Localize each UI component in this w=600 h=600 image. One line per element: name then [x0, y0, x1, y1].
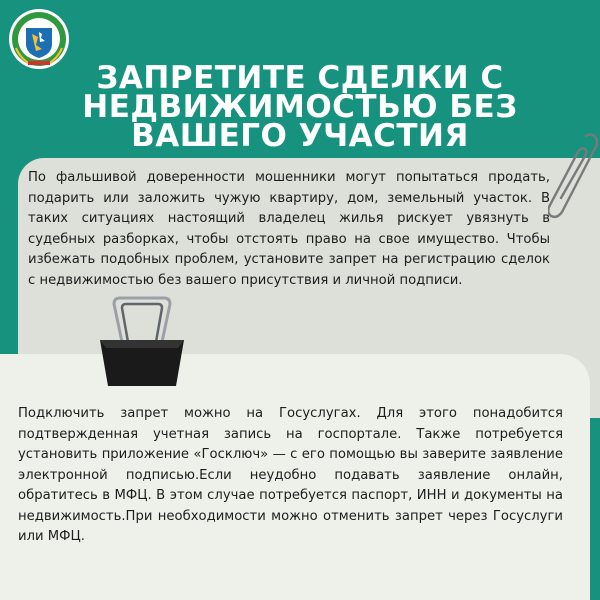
regional-emblem-icon — [8, 8, 70, 70]
headline — [60, 60, 540, 154]
headline-line-2: НЕДВИЖИМОСТЬЮ БЕЗ — [82, 89, 518, 125]
binder-clip-icon — [92, 296, 192, 388]
headline-line-1: ЗАПРЕТИТЕ СДЕЛКИ С — [96, 60, 504, 96]
headline-line-3: ВАШЕГО УЧАСТИЯ — [131, 118, 469, 154]
bottom-card-text: Подключить запрет можно на Госуслугах. Для этого понадобится подтвержденная учетная запись на госпортале. Также потребуется установить приложение «Госключ» — с его помощью вы заверите заявление электронной подписью.Если неудобно подавать заявление онлайн, обратитесь в МФЦ. В этом случае потребуется паспорт, ИНН и документы на недвижимость.При необходимости можно отменить запрет через Госуслуги или МФЦ. — [18, 406, 563, 544]
paperclip-icon — [548, 130, 598, 220]
top-card-text: По фальшивой доверенности мошенники могут попытаться продать, подарить или заложить чужую квартиру, дом, земельный участок. В таких ситуациях настоящий владелец жилья рискует увязнуть в судебных разборках, чтобы отстоять право на свое имущество. Чтобы избежать подобных проблем, установите запрет на регистрацию сделок с недвижимостью без вашего присутствия и личной подписи. — [28, 170, 550, 288]
bottom-info-card — [0, 354, 590, 600]
